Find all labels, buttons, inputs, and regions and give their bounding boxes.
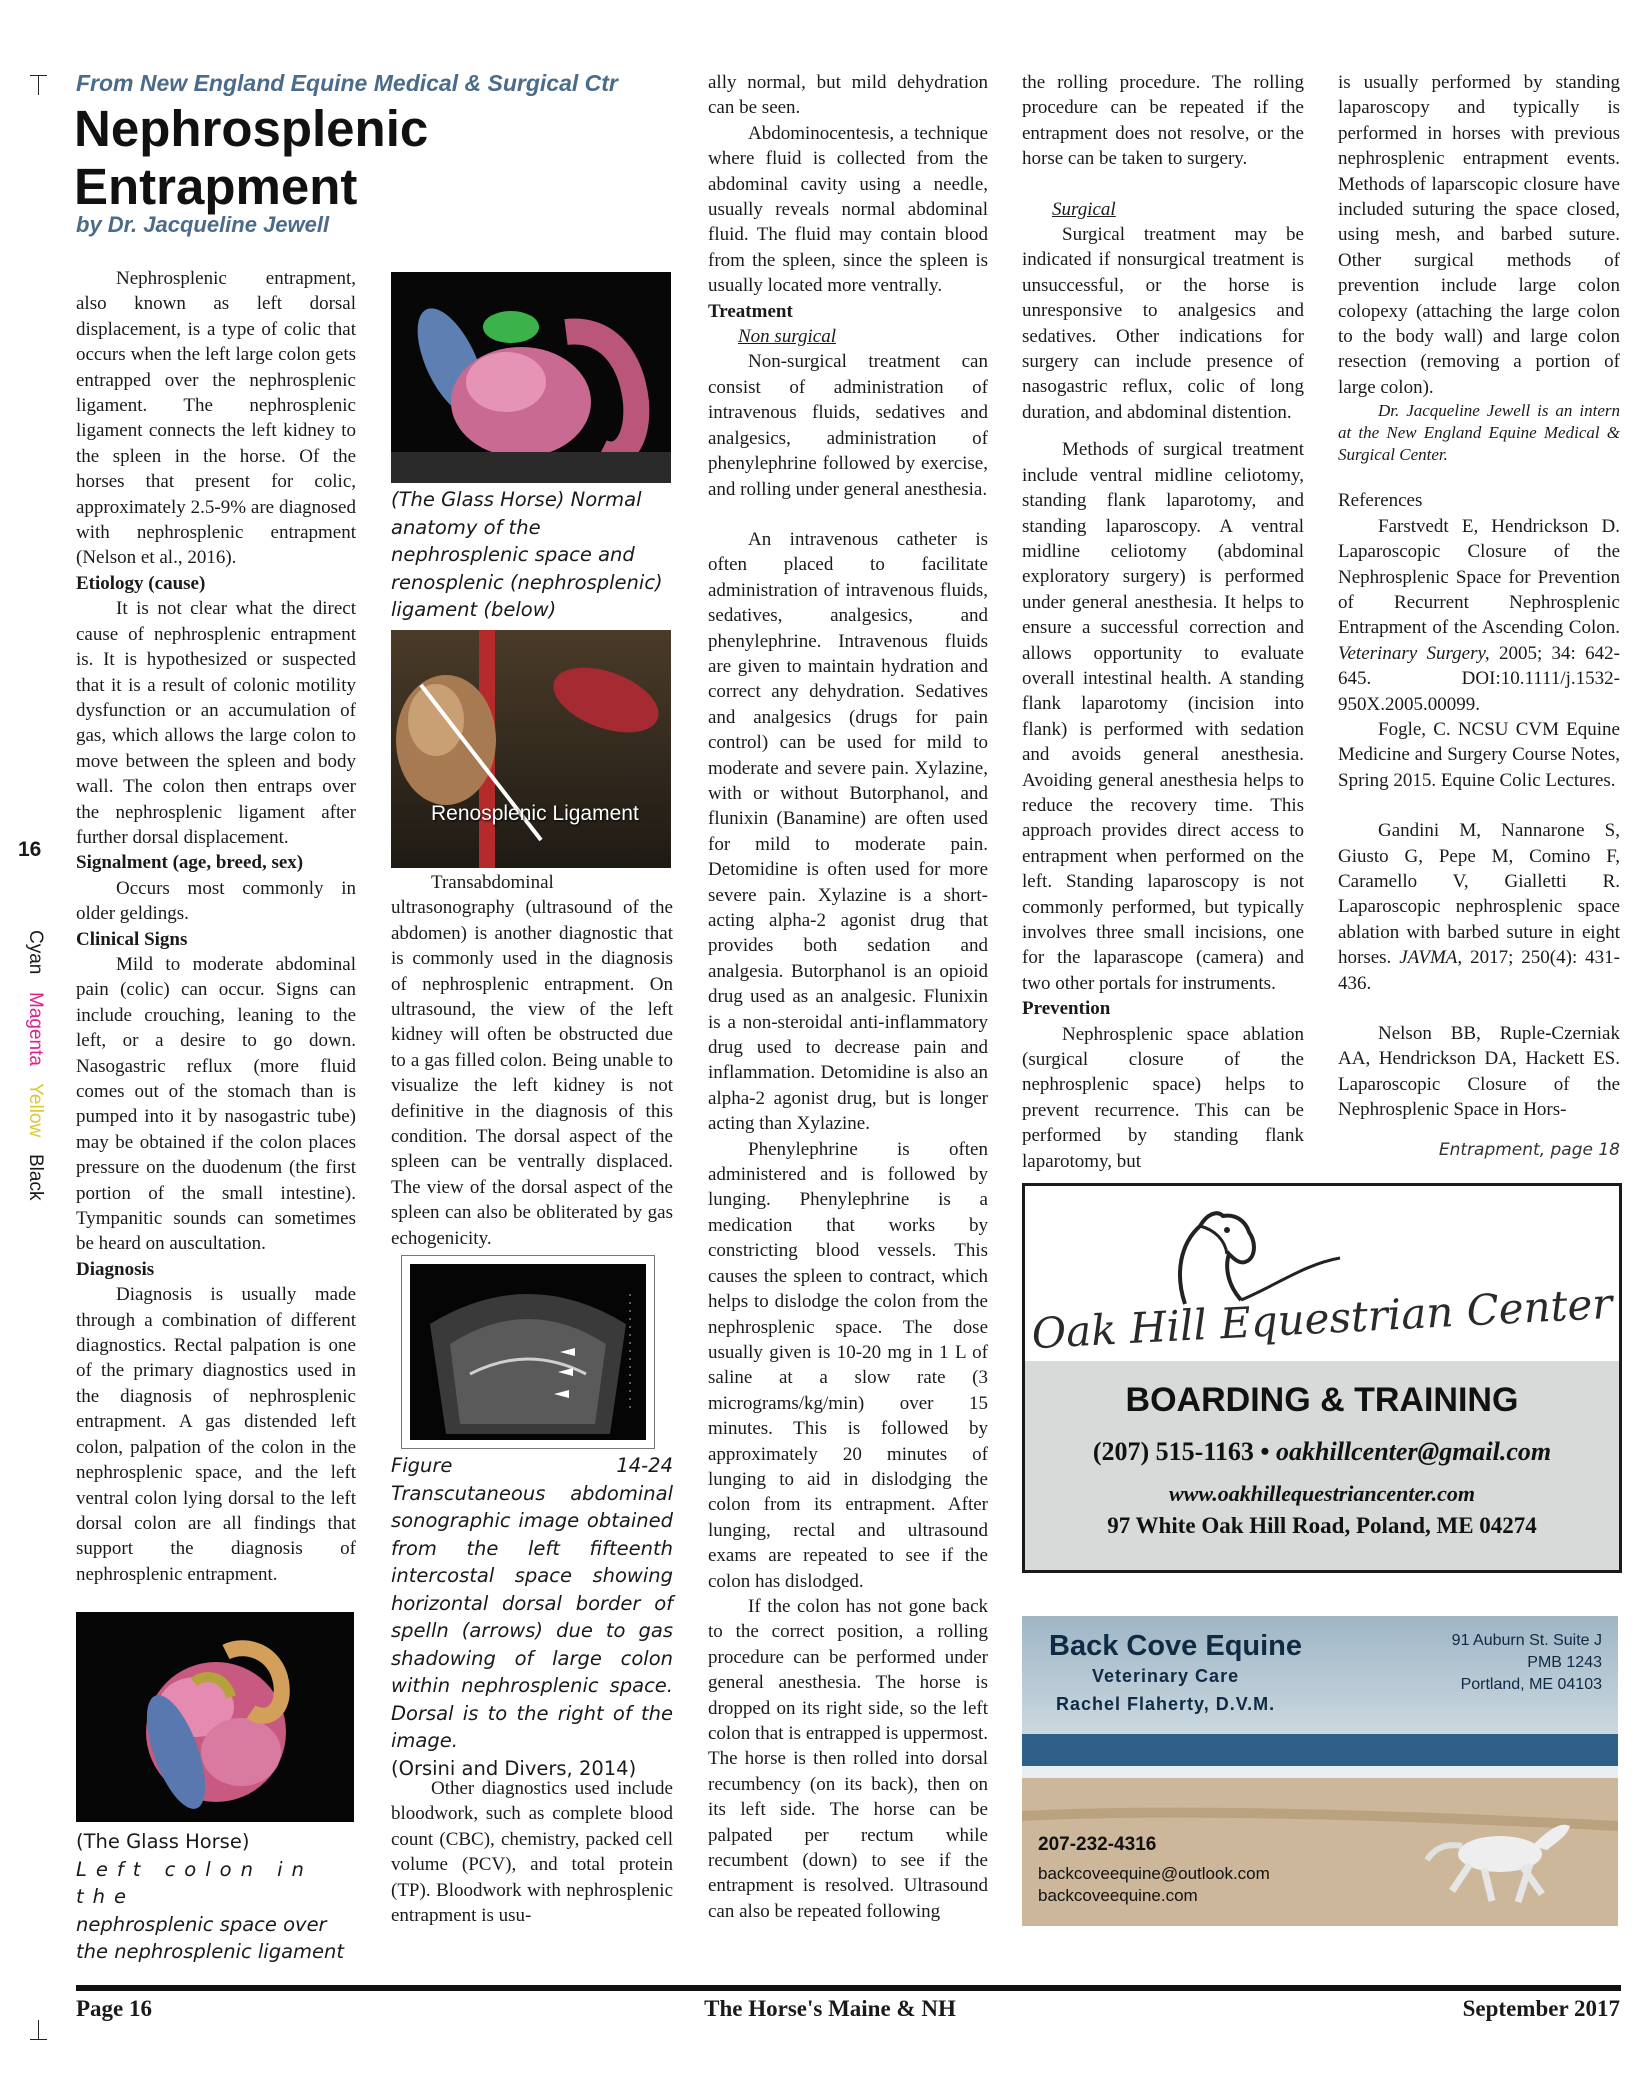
intro-paragraph: Nephrosplenic entrapment, also known as left dorsal displacement, is a type of colic that occurs when the left large colon gets entrapped over the nephrosplenic ligament. The nephrosplenic ligament connects the left kidney to the spleen in the horse. Of the horses that present for colic, approximately 2.5-9% are diagnosed with nephrosplenic entrapment (Nelson et al., 2016). — [76, 268, 356, 569]
back-cove-email[interactable]: backcoveequine@outlook.com — [1038, 1864, 1270, 1883]
oak-hill-contact: (207) 515-1163 • oakhillcenter@gmail.com — [1092, 1437, 1552, 1466]
caption-line-3: nephrosplenic space over — [76, 1912, 327, 1936]
source-line: From New England Equine Medical & Surgical Ctr — [76, 70, 618, 96]
oak-hill-info-panel — [1025, 1361, 1619, 1570]
diagnosis-heading: Diagnosis — [76, 1258, 155, 1280]
reference-2: Fogle, C. NCSU CVM Equine Medicine and Surgery Course Notes, Spring 2015. Equine Colic Lectures. — [1338, 718, 1620, 791]
etiology-heading: Etiology (cause) — [76, 572, 206, 594]
prevention-heading: Prevention — [1022, 998, 1111, 1020]
phenylephrine-paragraph: Phenylephrine is often administered and is followed by lunging. Phenylephrine is a medication that works by constricting blood vessels. This causes the spleen to contract, which helps to dislodge the colon from the nephrosplenic space. The dose usually given is 10-20 mg in 1 L of saline at a slow rate (3 micrograms/kg/min) over 15 minutes. This is followed by approximately 20 minutes of lunging to aid in dislodging the colon from its entrapment. After lunging, rectal and ultrasound exams are repeated to see if the colon has dislodged. — [708, 1138, 988, 1592]
treatment-heading: Treatment — [708, 300, 793, 322]
column-1 — [76, 266, 356, 1587]
caption-line-4: the nephrosplenic ligament — [76, 1940, 345, 1963]
page-title-line1: Nephrosplenic — [74, 100, 429, 157]
clinical-paragraph: Mild to moderate abdominal pain (colic) can occur. Signs can include crouching, leaning to the left, or a desire to go down. Nasogastric reflux (more fluid comes out of the stomach than is pumped into it by nasogastric tube) may be obtained if the colon places pressure on the duodenum (the first portion of the small intestine). Tympanitic sounds can sometimes be heard on auscultation. — [76, 953, 356, 1255]
reference-3-details: 2017; 250(4): 431-436. — [1338, 947, 1620, 994]
nonsurgical-subheading: Non surgical — [738, 326, 836, 348]
oak-hill-phone[interactable]: (207) 515-1163 — [1092, 1437, 1254, 1466]
col4-continuation: the rolling procedure. The rolling procedure can be repeated if the entrapment does not resolve, or the horse can be taken to surgery. — [1022, 72, 1304, 170]
page-title-line2: Entrapment — [74, 158, 358, 215]
reference-1-details: 2005; 34: 642-645. DOI:10.1111/j.1532-950X.2005.00099. — [1338, 642, 1620, 715]
oak-hill-email[interactable]: oakhillcenter@gmail.com — [1276, 1437, 1552, 1466]
oak-hill-ad[interactable] — [1022, 1183, 1622, 1573]
signalment-paragraph: Occurs most commonly in older geldings. — [76, 877, 356, 925]
figure-credit: (Orsini and Divers, 2014) — [391, 1756, 637, 1780]
ultrasound-image — [410, 1264, 646, 1440]
spacer — [1338, 466, 1620, 488]
col3-continuation: ally normal, but mild dehydration can be seen. — [708, 72, 988, 119]
footer-publication: The Horse's Maine & NH — [704, 1996, 956, 2021]
column-4 — [1022, 70, 1304, 1174]
page-marker: 16 — [18, 838, 42, 861]
methods-paragraph: Methods of surgical treatment include ventral midline celiotomy, standing flank laparotomy, and standing laparoscopy. A ventral midline celiotomy (abdominal exploratory surgery) is performed under general anesthesia. It helps to ensure a successful correction and allows opportunity to evaluate overall intestinal health. A standing flank laparotomy (incision into flank) is performed with sedation and avoids general anesthesia. Avoiding general anesthesia helps to reduce the recovery time. This approach provides direct access to entrapment when performed on the left. Standing laparoscopy is not commonly performed, but typically involves three small incisions, one for the laparascope (camera) and two other portals for instruments. — [1022, 439, 1304, 994]
color-yellow: Yellow — [25, 1082, 46, 1138]
column-2-other-dx — [391, 1776, 673, 1928]
oak-hill-address: 97 White Oak Hill Road, Poland, ME 04274 — [1107, 1513, 1537, 1538]
back-cove-addr2: PMB 1243 — [1527, 1654, 1602, 1671]
normal-anatomy-illustration — [391, 272, 671, 483]
spacer — [1022, 425, 1304, 437]
glass-horse-left-colon-illustration — [76, 1612, 354, 1822]
crop-mark-bottom-bar — [30, 2039, 47, 2040]
ultrasound-paragraph: Transabdominal ultrasonography (ultrasound of the abdomen) is another diagnostic that is commonly used in the diagnosis of nephrosplenic entrapment. On ultrasound, the view of the left kidney will often be obstructed due to a gas filled colon. Being unable to visualize the left kidney is not definitive in the diagnosis of this condition. The dorsal aspect of the spleen can be ventrally displaced. The view of the dorsal aspect of the spleen can also be obliterated by gas echogenicity. — [391, 872, 673, 1249]
back-cove-sub: Veterinary Care — [1092, 1666, 1240, 1686]
spacer — [1338, 996, 1620, 1021]
spacer — [1338, 793, 1620, 818]
glass-horse-normal-anatomy-image — [391, 272, 671, 483]
back-cove-ad[interactable] — [1022, 1616, 1618, 1926]
reference-3 — [1338, 818, 1620, 996]
surgical-subheading: Surgical — [1052, 198, 1116, 220]
etiology-paragraph: It is not clear what the direct cause of nephrosplenic entrapment is. It is hypothesized or suspected that it is a result of colonic motility dysfunction or an accumulation of gas, which allows the large colon to move between the spleen and body wall. The colon then entraps over the nephrosplenic ligament after further dorsal displacement. — [76, 598, 356, 848]
crop-mark-top — [38, 75, 39, 95]
surgical-paragraph: Surgical treatment may be indicated if nonsurgical treatment is unsuccessful, or the horse is unresponsive to analgesics and sedatives. Other indications for surgery can include presence of nasogastric reflux, colic of long duration, and abdominal distention. — [1022, 224, 1304, 423]
reference-1-authors: Farstvedt E, Hendrickson D. Laparoscopic Closure of the Nephrosplenic Space for Prevention of Recurrent Nephrosplenic Entrapment of the Ascending Colon. — [1338, 515, 1620, 639]
back-cove-addr3: Portland, ME 04103 — [1460, 1676, 1602, 1693]
crop-mark-top-bar — [30, 75, 47, 76]
renosplenic-ligament-image — [391, 630, 671, 868]
signalment-heading: Signalment (age, breed, sex) — [76, 852, 304, 874]
clinical-heading: Clinical Signs — [76, 928, 188, 950]
reference-4: Nelson BB, Ruple-Czerniak AA, Hendrickson DA, Hackett ES. Laparoscopic Closure of the Nephrosplenic Space in Hors- — [1338, 1023, 1620, 1121]
oak-hill-tagline: BOARDING & TRAINING — [1125, 1381, 1519, 1419]
footer-page: Page 16 — [76, 1996, 153, 2021]
color-black: Black — [25, 1154, 46, 1201]
back-cove-addr1: 91 Auburn St. Suite J — [1451, 1632, 1602, 1649]
reference-1 — [1338, 514, 1620, 717]
oak-hill-web[interactable]: www.oakhillequestriancenter.com — [1169, 1481, 1475, 1506]
abdominocentesis-paragraph: Abdominocentesis, a technique where fluid is collected from the abdominal cavity using a needle, usually reveals normal abdominal fluid. The fluid may contain blood from the spleen, since the spleen is usually located more ventrally. — [708, 122, 988, 297]
glass-horse-left-colon-image — [76, 1612, 354, 1822]
footer-date: September 2017 — [1462, 1996, 1620, 2021]
spacer — [708, 502, 988, 527]
other-dx-paragraph: Other diagnostics used include bloodwork, such as complete blood count (CBC), chemistry, packed cell volume (PCV), and total protein (TP). Bloodwork with nephrosplenic entrapment is usu- — [391, 1778, 673, 1927]
byline: by Dr. Jacqueline Jewell — [76, 212, 330, 237]
diagnosis-paragraph: Diagnosis is usually made through a combination of different diagnostics. Rectal palpation is one of the primary diagnostics used in the diagnosis of nephrosplenic entrapment. A gas distended left colon, palpation of the colon in the nephrosplenic space, and the left ventral colon lying dorsal to the left dorsal colon are all findings that support the diagnosis of nephrosplenic entrapment. — [76, 1284, 356, 1585]
spacer — [1022, 172, 1304, 197]
rolling-paragraph: If the colon has not gone back to the correct position, a rolling procedure can be performed under general anesthesia. The horse is dropped on its right side, so the left colon that is entrapped is uppermost. The horse is then rolled into dorsal recumbency (on its back), then on its left side. The horse can be palpated per rectum while recumbent (down) to see if the entrapment is resolved. Ultrasound can also be repeated following — [708, 1595, 988, 1922]
footer-rule — [76, 1985, 1621, 1991]
back-cove-web[interactable]: backcoveequine.com — [1038, 1886, 1198, 1905]
crop-mark-bottom — [38, 2020, 39, 2040]
back-cove-vet: Rachel Flaherty, D.V.M. — [1056, 1694, 1276, 1714]
prevention-paragraph: Nephrosplenic space ablation (surgical closure of the nephrosplenic space) helps to prevent recurrence. This can be performed by standing flank laparotomy, but — [1022, 1023, 1304, 1172]
caption-line-1: (The Glass Horse) — [76, 1830, 250, 1853]
back-cove-name: Back Cove Equine — [1049, 1630, 1303, 1662]
back-cove-phone[interactable]: 207-232-4316 — [1038, 1834, 1157, 1855]
column-5 — [1338, 70, 1620, 1123]
normal-anatomy-caption: (The Glass Horse) Normal anatomy of the nephrosplenic space and renosplenic (nephrosplenic) ligament (below) — [391, 488, 663, 621]
left-colon-caption — [76, 1828, 358, 1966]
oak-hill-name: Oak Hill Equestrian Center — [1030, 1278, 1614, 1359]
figure-caption — [391, 1452, 673, 1782]
renosplenic-ligament-illustration — [391, 630, 671, 868]
column-2-ultrasound — [391, 870, 673, 1251]
reference-3-journal: JAVMA, — [1399, 947, 1463, 969]
ultrasound-figure-frame — [401, 1255, 655, 1449]
column-3 — [708, 70, 988, 1924]
iv-paragraph: An intravenous catheter is often placed to facilitate administration of intravenous fluids, sedatives, analgesics, and phenylephrine. Intravenous fluids are given to maintain hydration and correct any dehydration. Sedatives and analgesics (drugs for pain control) can be used for mild to moderate and severe pain. Xylazine, with or without Butorphanol, and flunixin (Banamine) are often used for mild to moderate pain. Detomidine is often used for more severe pain. Xylazine is a short-acting alpha-2 agonist drug that provides both sedation and analgesia. Butorphanol is an opioid drug used as an analgesic. Flunixin is a non-steroidal anti-inflammatory drug used to decrease pain and inflammation. Detomidine is also an alpha-2 agonist drug, but is longer acting than Xylazine. — [708, 528, 988, 1135]
continued-on-page: Entrapment, page 18 — [1438, 1140, 1620, 1160]
color-magenta: Magenta — [25, 991, 46, 1066]
renosplenic-label: Renosplenic Ligament — [431, 802, 639, 825]
col5-continuation: is usually performed by standing laparoscopy and typically is performed in horses with previous nephrosplenic entrapment events. Methods of laparscopic closure have included suturing the space closed, using mesh, and barbed suture. Other surgical methods of prevention include large colon colopexy (attaching the large colon to the body wall) and large colon resection (removing a portion of large colon). — [1338, 72, 1620, 398]
color-cyan: Cyan — [25, 930, 46, 975]
reference-1-journal: Veterinary Surgery, — [1338, 642, 1490, 664]
caption-line-2: Left colon in the — [76, 1857, 313, 1908]
reference-3-authors: Gandini M, Nannarone S, Giusto G, Pepe M, Comino F, Caramello V, Gialletti R. Laparoscopic nephrosplenic space ablation with barbed suture in eight horses. — [1338, 820, 1620, 969]
references-heading: References — [1338, 490, 1423, 512]
figure-caption-text: Figure 14-24 Transcutaneous abdominal sonographic image obtained from the left fifteenth intercostal space showing horizontal dorsal border of spelln (arrows) due to gas shadowing of large colon within nephrosplenic space. Dorsal is to the right of the image. — [391, 1454, 673, 1752]
author-note: Dr. Jacqueline Jewell is an intern at the New England Equine Medical & Surgical Center. — [1338, 401, 1620, 465]
nonsurgical-paragraph: Non-surgical treatment can consist of administration of intravenous fluids, sedatives and analgesics, administration of phenylephrine followed by exercise, and rolling under general anesthesia. — [708, 351, 988, 500]
color-bar — [24, 930, 46, 1201]
